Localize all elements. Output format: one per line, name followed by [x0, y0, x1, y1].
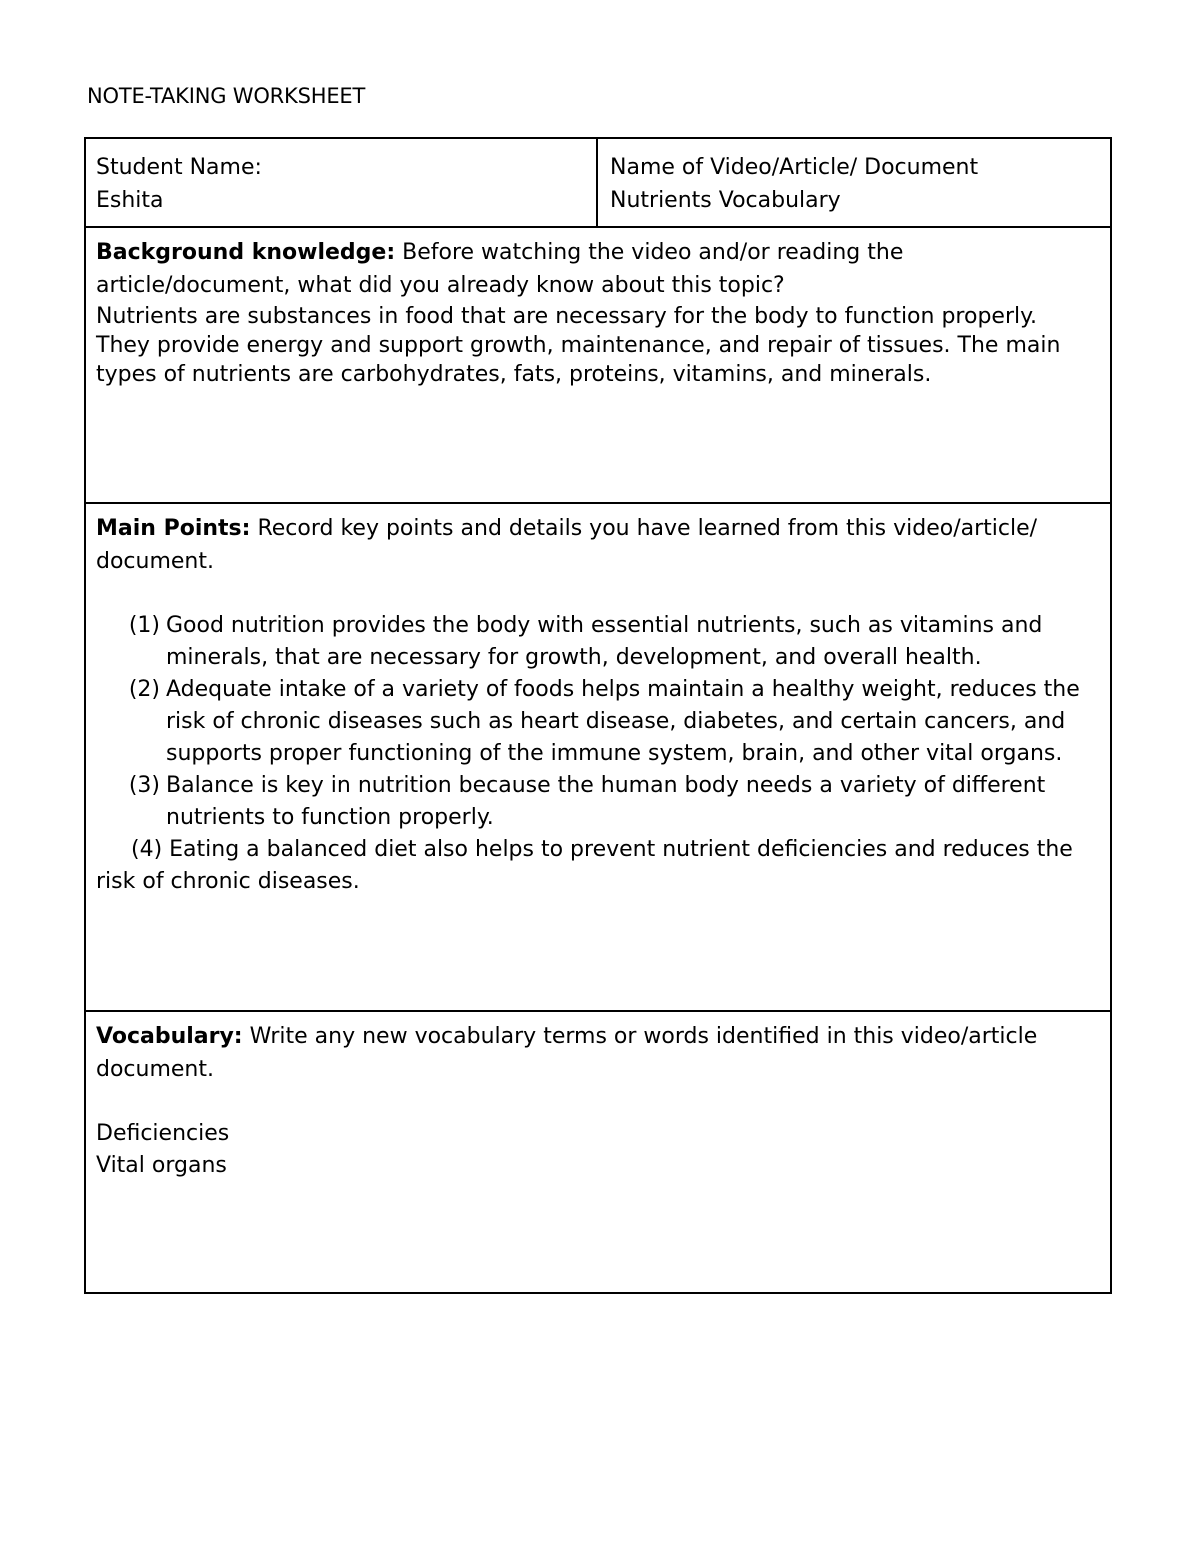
- main-points-section: [86, 504, 1110, 1012]
- vocabulary-prompt: [96, 1020, 1080, 1086]
- vocabulary-section: [86, 1012, 1110, 1292]
- main-point-number: (1): [128, 613, 160, 638]
- background-knowledge-section: [86, 228, 1110, 504]
- background-prompt: [96, 236, 1080, 302]
- source-name-cell: [598, 139, 1110, 226]
- main-point-number: (2): [128, 677, 160, 702]
- main-point-number: (3): [128, 773, 160, 798]
- worksheet-table: [84, 137, 1112, 1294]
- main-point-text: Good nutrition provides the body with essential nutrients, such as vitamins and minerals, that are necessary for growth, development, and overall health.: [166, 613, 1043, 670]
- student-name-label: Student Name:: [96, 155, 262, 180]
- header-row: [86, 139, 1110, 228]
- vocabulary-prompt-text: Write any new vocabulary terms or words identified in this video/article document.: [96, 1024, 1038, 1082]
- vocabulary-heading: Vocabulary:: [96, 1024, 243, 1049]
- student-name-cell: [86, 139, 598, 226]
- main-points-prompt-text: Record key points and details you have learned from this video/article/ document.: [96, 516, 1038, 574]
- background-answer[interactable]: Nutrients are substances in food that are necessary for the body to function properly. They provide energy and support growth, maintenance, and repair of tissues. The main types of nutrients are carbohydrates, fats, proteins, vitamins, and minerals.: [96, 304, 1061, 387]
- main-point-item: [96, 610, 1080, 674]
- main-point-item: [96, 770, 1080, 834]
- main-point-text: Adequate intake of a variety of foods helps maintain a healthy weight, reduces the risk of chronic diseases such as heart disease, diabetes, and certain cancers, and supports proper functioning of the immune system, brain, and other vital organs.: [166, 677, 1080, 766]
- background-heading: Background knowledge:: [96, 240, 396, 265]
- source-name-label: Name of Video/Article/ Document: [610, 155, 979, 180]
- main-point-item: [96, 674, 1080, 770]
- source-name-value[interactable]: Nutrients Vocabulary: [610, 188, 841, 213]
- main-point-item-last: (4) Eating a balanced diet also helps to prevent nutrient deficiencies and reduces the risk of chronic diseases.: [96, 837, 1073, 894]
- main-points-heading: Main Points:: [96, 516, 251, 541]
- main-points-list[interactable]: [96, 610, 1080, 834]
- vocabulary-term: Vital organs: [96, 1153, 227, 1178]
- worksheet-title: NOTE-TAKING WORKSHEET: [87, 84, 366, 108]
- vocabulary-list[interactable]: [96, 1118, 1080, 1182]
- main-points-prompt: [96, 512, 1080, 578]
- main-point-text: Balance is key in nutrition because the human body needs a variety of different nutrients to function properly.: [166, 773, 1046, 830]
- student-name-value[interactable]: Eshita: [96, 188, 164, 213]
- vocabulary-term: Deficiencies: [96, 1121, 230, 1146]
- background-prompt-text: Before watching the video and/or reading the article/document, what did you already know about this topic?: [96, 240, 904, 298]
